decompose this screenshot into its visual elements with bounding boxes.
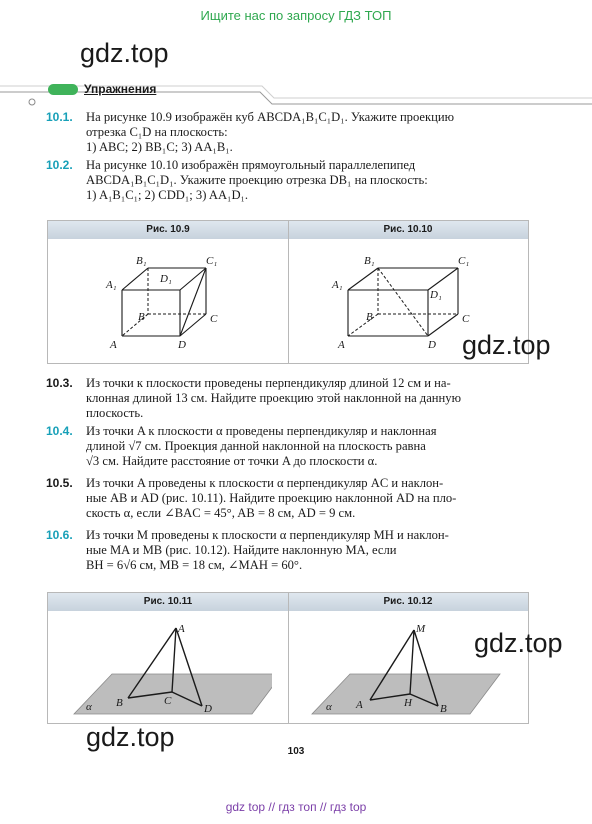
exercise-line: 1) ABC; 2) BB₁C; 3) AA₁B₁. (86, 140, 233, 154)
exercise-number: 10.3. (46, 376, 73, 390)
exercise-line: плоскость. (86, 406, 144, 420)
exercises-top (46, 110, 536, 210)
exercise-line: скость α, если ∠BAC = 45°, AB = 8 см, AD = 9 см. (86, 506, 356, 520)
vertex-label: A (356, 699, 363, 711)
vertex-label: M (416, 623, 426, 635)
watermark: gdz.top (474, 628, 563, 658)
exercise-line: Из точки A проведены к плоскости α перпендикуляр AC и наклон- (86, 476, 444, 490)
exercise-line: √3 см. Найдите расстояние от точки A до плоскости α. (86, 454, 378, 468)
footer-links-line: gdz top // гдз топ // гдз top (225, 800, 367, 814)
vertex-label: D (204, 703, 212, 715)
vertex-label: C (164, 695, 172, 707)
plane-label: α (326, 701, 332, 713)
vertex-label: D₁ (430, 289, 442, 301)
plane-label: α (86, 701, 92, 713)
exercise-line: клонная длиной 13 см. Найдите проекцию этой наклонной на данную (86, 391, 461, 405)
exercise-number: 10.6. (46, 528, 73, 542)
figure-title: Рис. 10.12 (383, 596, 433, 607)
vertex-label: B (116, 697, 123, 709)
vertex-label: D (428, 339, 436, 351)
vertex-label: B (440, 703, 447, 715)
exercise-number: 10.1. (46, 110, 73, 124)
vertex-label: A (338, 339, 345, 351)
watermark: gdz.top (80, 38, 169, 68)
exercise-line: длиной √7 см. Проекция данной наклонной на плоскость равна (86, 439, 426, 453)
exercise-line: На рисунке 10.10 изображён прямоугольный параллелепипед (86, 158, 416, 172)
vertex-label: B₁ (364, 255, 375, 267)
figure-title: Рис. 10.11 (143, 596, 193, 607)
box-figure (330, 240, 480, 352)
divider (288, 593, 289, 723)
vertex-label: C₁ (206, 255, 218, 267)
exercise-line: Из точки M проведены к плоскости α перпендикуляр MH и наклон- (86, 528, 449, 542)
exercise-line: 1) A₁B₁C₁; 2) CDD₁; 3) AA₁D₁. (86, 188, 249, 202)
exercise-number: 10.5. (46, 476, 73, 490)
divider (288, 221, 289, 363)
vertex-label: A₁ (106, 279, 117, 291)
watermark: gdz.top (462, 330, 551, 360)
exercise-line: Из точки A к плоскости α проведены перпендикуляр и наклонная (86, 424, 437, 438)
exercise-number: 10.4. (46, 424, 73, 438)
exercise-line: На рисунке 10.9 изображён куб ABCDA₁B₁C₁D₁. Укажите проекцию (86, 110, 455, 124)
exercise-line: отрезка C₁D на плоскость: (86, 125, 228, 139)
vertex-label: D₁ (160, 273, 172, 285)
vertex-label: B₁ (136, 255, 147, 267)
page-number: 103 (287, 746, 305, 757)
exercises-bottom (46, 376, 536, 586)
vertex-label: B (138, 311, 145, 323)
exercise-line: BH = 6√6 см, MB = 18 см, ∠MAH = 60°. (86, 558, 303, 572)
exercise-number: 10.2. (46, 158, 73, 172)
figure-title: Рис. 10.10 (383, 224, 433, 235)
vertex-label: C (462, 313, 470, 325)
vertex-label: A (110, 339, 117, 351)
vertex-label: D (178, 339, 186, 351)
vertex-label: A (178, 623, 185, 635)
figure-10-11 (62, 614, 272, 720)
exercise-line: ные MA и MB (рис. 10.12). Найдите наклонную MA, если (86, 543, 397, 557)
section-title: Упражнения (84, 82, 157, 96)
figure-title: Рис. 10.9 (146, 224, 190, 235)
vertex-label: B (366, 311, 373, 323)
header-search-line: Ищите нас по запросу ГДЗ ТОП (200, 8, 392, 23)
section-pill-icon (48, 84, 78, 95)
exercise-line: Из точки к плоскости проведены перпендикуляр длиной 12 см и на- (86, 376, 451, 390)
cube-figure (100, 240, 230, 352)
exercise-line: ABCDA₁B₁C₁D₁. Укажите проекцию отрезка DB₁ на плоскость: (86, 173, 428, 187)
vertex-label: C (210, 313, 218, 325)
vertex-label: C₁ (458, 255, 470, 267)
watermark: gdz.top (86, 722, 175, 752)
vertex-label: H (404, 697, 412, 709)
vertex-label: A₁ (332, 279, 343, 291)
exercise-line: ные AB и AD (рис. 10.11). Найдите проекцию наклонной AD на пло- (86, 491, 457, 505)
